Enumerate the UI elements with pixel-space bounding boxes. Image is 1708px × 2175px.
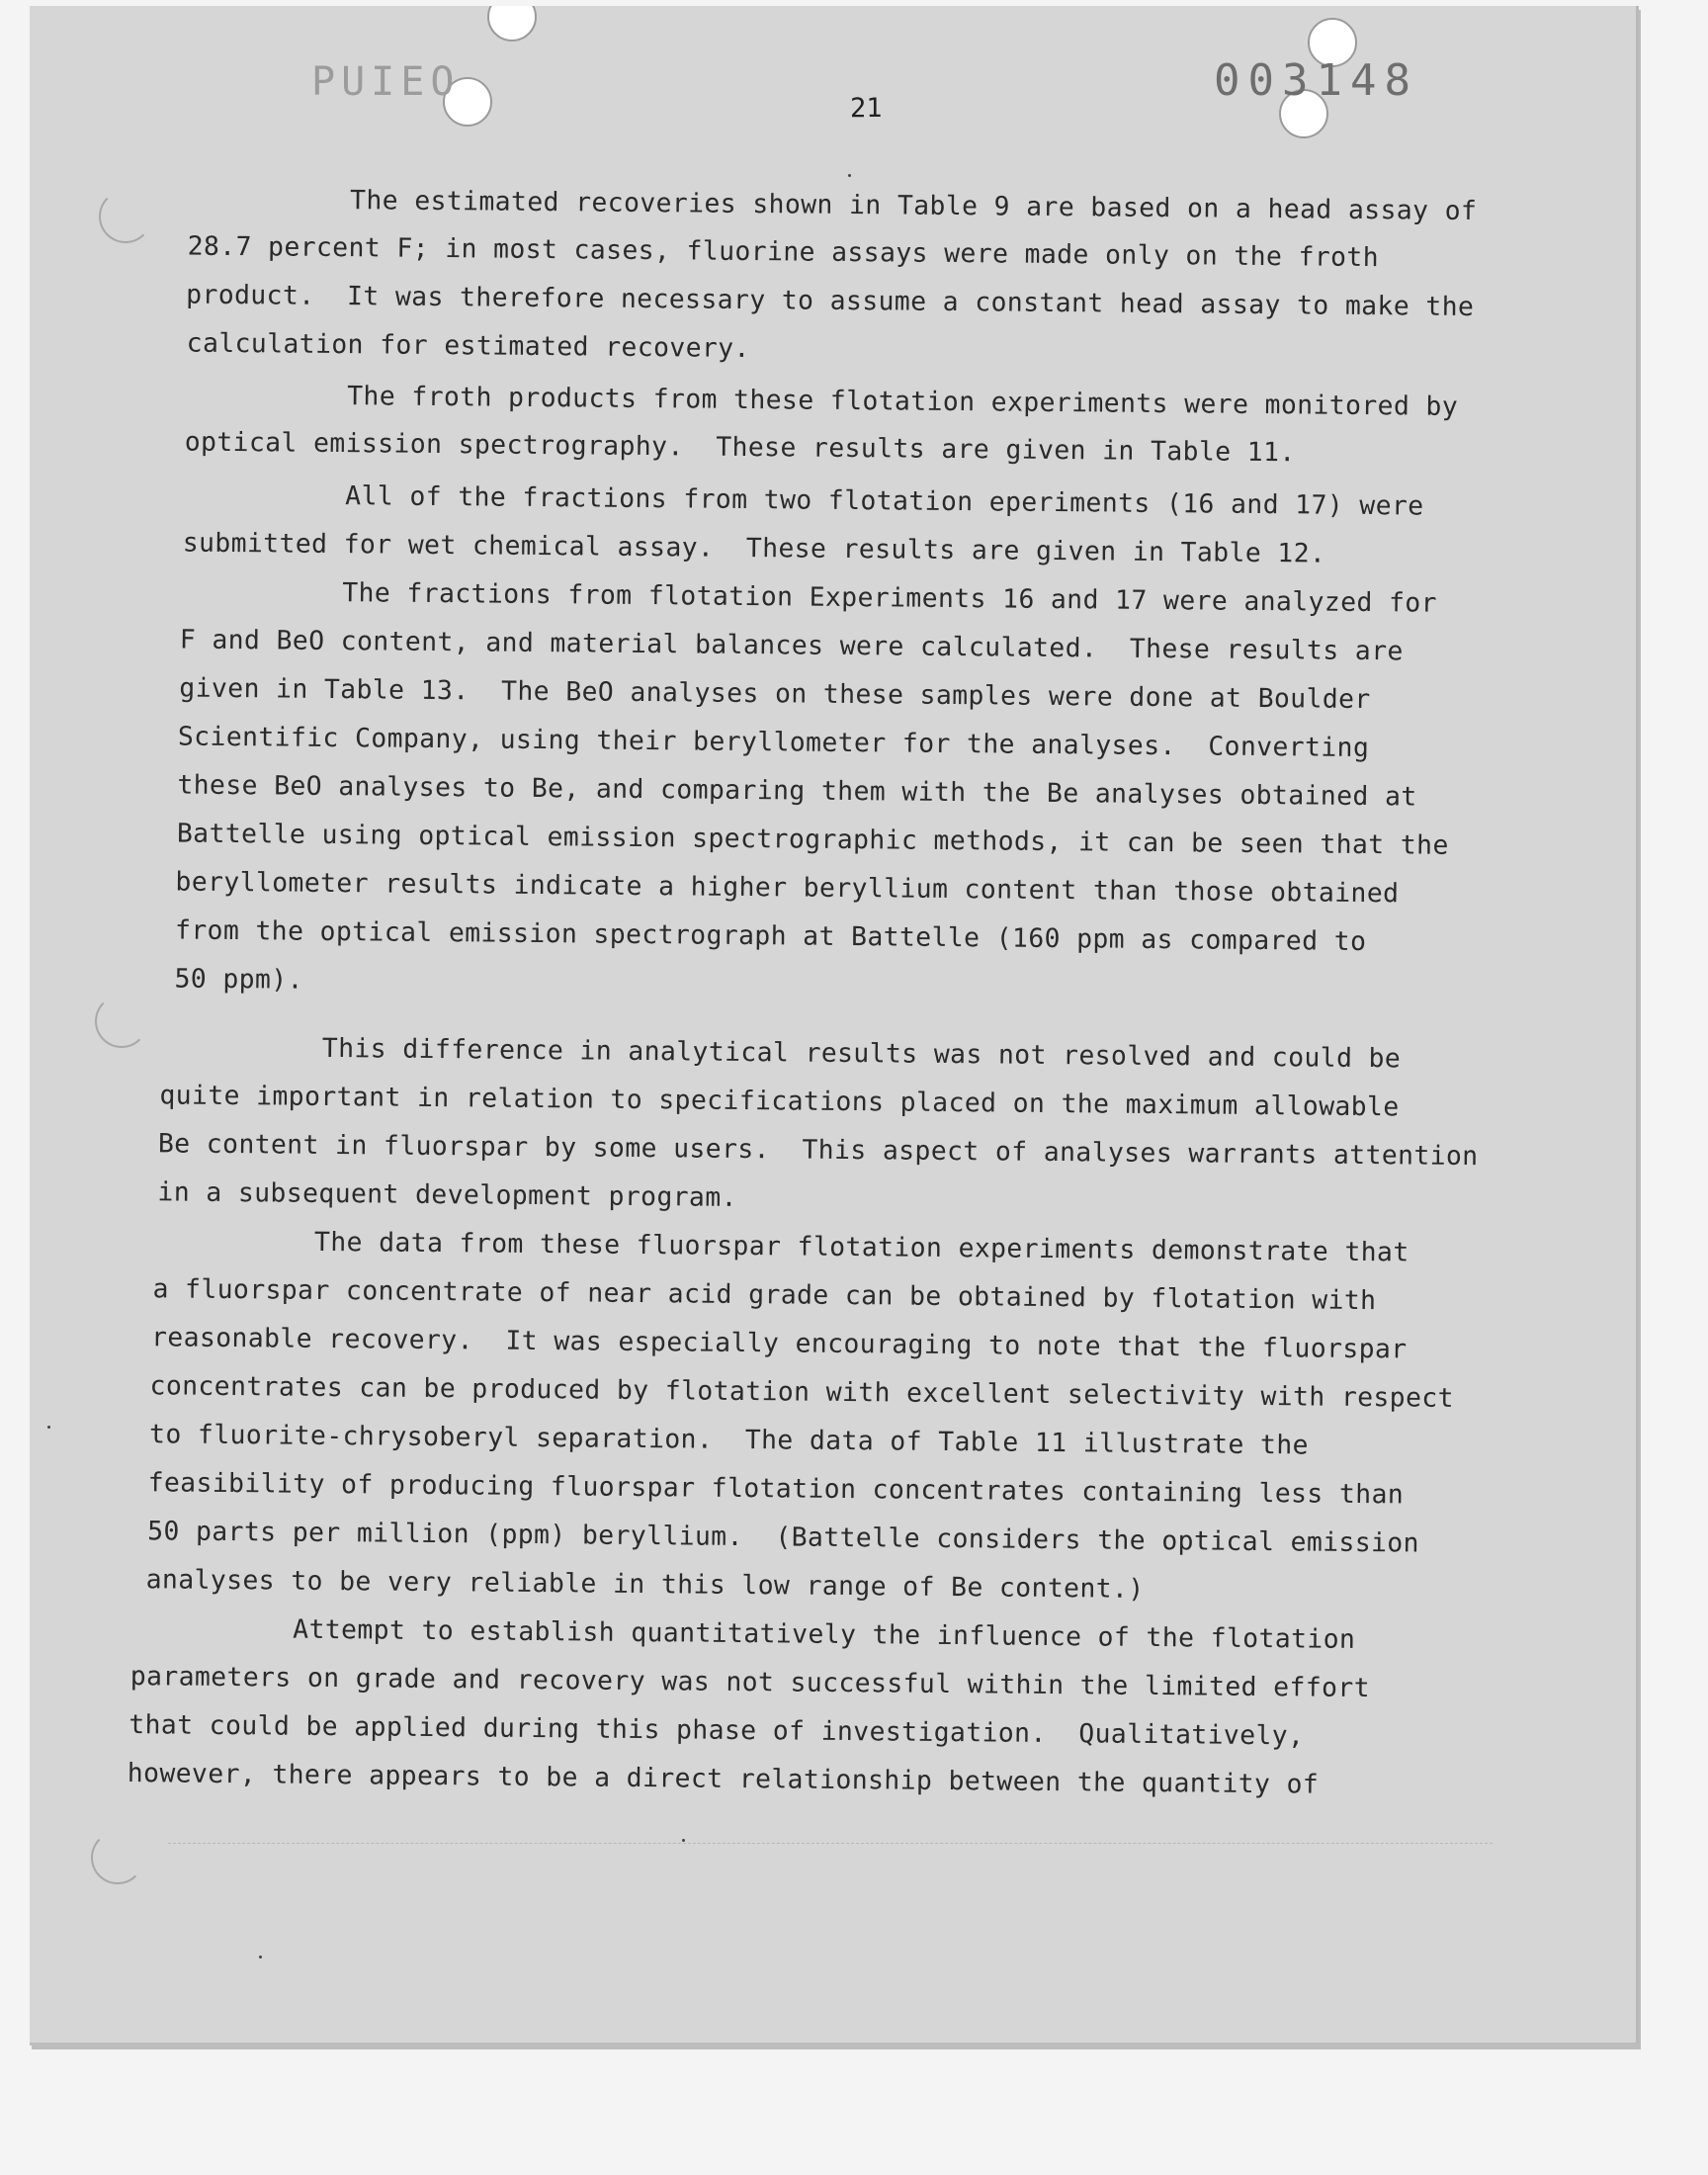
text-line: The froth products from these flotation experiments were monitored by xyxy=(347,381,1459,422)
stamp-right-number: 003148 xyxy=(1214,55,1418,106)
body-text xyxy=(30,6,1636,2045)
text-line: Be content in fluorspar by some users. This aspect of analyses warrants attention xyxy=(157,1128,1479,1173)
text-line: analyses to be very reliable in this low range of Be content.) xyxy=(145,1564,1145,1605)
text-line: feasibility of producing fluorspar flotation concentrates containing less than xyxy=(147,1467,1405,1511)
text-line: calculation for estimated recovery. xyxy=(186,327,750,365)
text-line: 50 ppm). xyxy=(174,963,304,996)
stamp-left-number: PUIEO xyxy=(311,59,461,105)
text-line: from the optical emission spectrograph at Battelle (160 ppm as compared to xyxy=(174,914,1367,958)
text-line: a fluorspar concentrate of near acid grade can be obtained by flotation with xyxy=(152,1273,1377,1317)
text-line: The estimated recoveries shown in Table 9 are based on a head assay of xyxy=(349,185,1478,227)
text-line: F and BeO content, and material balances were calculated. These results are xyxy=(179,624,1404,667)
text-line: reasonable recovery. It was especially encouraging to note that the fluorspar xyxy=(150,1322,1408,1365)
text-line: that could be applied during this phase of investigation. Qualitatively, xyxy=(128,1709,1305,1752)
text-line: 28.7 percent F; in most cases, fluorine assays were made only on the froth xyxy=(187,230,1380,274)
text-line: to fluorite-chrysoberyl separation. The data of Table 11 illustrate the xyxy=(148,1419,1310,1461)
text-line: concentrates can be produced by flotation with excellent selectivity with respect xyxy=(149,1370,1455,1414)
text-line: 50 parts per million (ppm) beryllium. (Battelle considers the optical emission xyxy=(147,1516,1420,1559)
page-number: 21 xyxy=(850,93,883,124)
text-line: submitted for wet chemical assay. These results are given in Table 12. xyxy=(182,527,1326,569)
text-line: product. It was therefore necessary to assume a constant head assay to make the xyxy=(186,279,1475,323)
text-line: All of the fractions from two flotation eperiments (16 and 17) were xyxy=(345,480,1424,522)
text-line: The fractions from flotation Experiments 16 and 17 were analyzed for xyxy=(342,577,1438,619)
text-line: Scientific Company, using their beryllometer for the analyses. Converting xyxy=(177,721,1370,764)
text-line: This difference in analytical results was not resolved and could be xyxy=(321,1032,1402,1075)
document-page xyxy=(30,6,1639,2045)
text-line: quite important in relation to specifications placed on the maximum allowable xyxy=(159,1080,1400,1123)
text-line: given in Table 13. The BeO analyses on these samples were done at Boulder xyxy=(179,672,1371,716)
text-line: however, there appears to be a direct relationship between the quantity of xyxy=(127,1758,1320,1800)
text-line: parameters on grade and recovery was not successful within the limited effort xyxy=(129,1661,1371,1704)
text-line: Battelle using optical emission spectrographic methods, it can be seen that the xyxy=(176,818,1449,861)
text-line: The data from these fluorspar flotation experiments demonstrate that xyxy=(313,1226,1409,1268)
text-line: beryllometer results indicate a higher beryllium content than those obtained xyxy=(175,866,1400,910)
text-line: optical emission spectrography. These results are given in Table 11. xyxy=(184,426,1296,469)
text-line: these BeO analyses to Be, and comparing them with the Be analyses obtained at xyxy=(177,769,1417,813)
text-line: in a subsequent development program. xyxy=(157,1176,738,1213)
text-line: Attempt to establish quantitatively the influence of the flotation xyxy=(293,1613,1356,1655)
